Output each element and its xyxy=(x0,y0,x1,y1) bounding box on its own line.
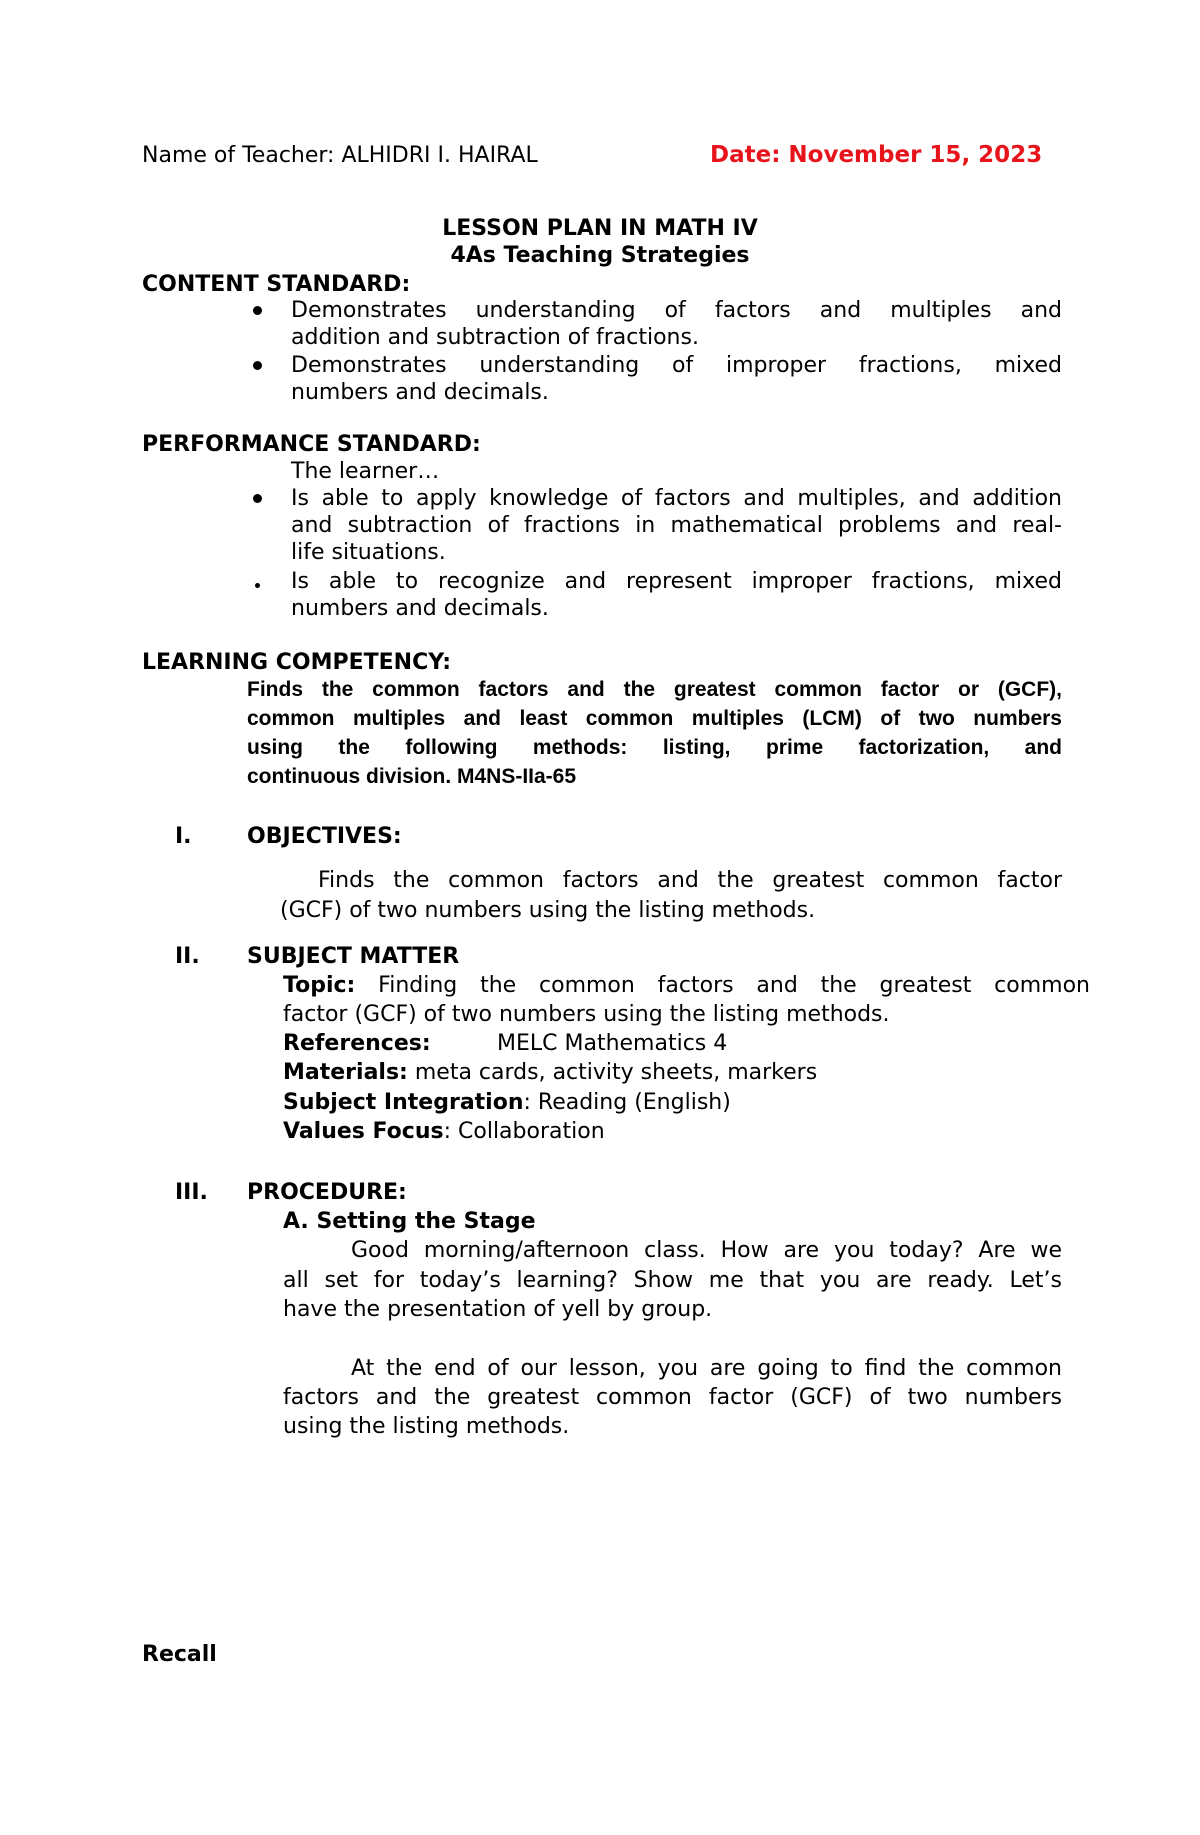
performance-item-1-line2: and subtraction of fractions in mathematical problems and real- xyxy=(291,513,1062,538)
bullet-icon xyxy=(253,306,262,315)
competency-line-4: continuous division. M4NS-IIa-65 xyxy=(247,765,577,788)
subject-matter-heading: SUBJECT MATTER xyxy=(247,944,460,969)
objectives-numeral: I. xyxy=(175,824,192,849)
objectives-line-1: Finds the common factors and the greatest common factor xyxy=(318,868,1062,893)
competency-line-1: Finds the common factors and the greatest common factor or (GCF), xyxy=(247,678,1062,701)
integration-row xyxy=(283,1090,731,1116)
competency-line-3: using the following methods: listing, prime factorization, and xyxy=(247,736,1062,759)
recall-heading: Recall xyxy=(142,1642,217,1667)
teacher-name: Name of Teacher: ALHIDRI I. HAIRAL xyxy=(142,143,538,168)
setting-stage-heading: A. Setting the Stage xyxy=(283,1209,536,1234)
learning-competency-heading: LEARNING COMPETENCY: xyxy=(142,650,452,675)
performance-item-1-line3: life situations. xyxy=(291,540,446,565)
materials-label: Materials: xyxy=(283,1060,408,1085)
materials-row xyxy=(283,1060,817,1086)
bullet-icon xyxy=(255,583,260,588)
competency-line-2: common multiples and least common multiples (LCM) of two numbers xyxy=(247,707,1062,730)
integration-label: Subject Integration xyxy=(283,1090,524,1115)
procedure-heading: PROCEDURE: xyxy=(247,1180,407,1205)
performance-standard-heading: PERFORMANCE STANDARD: xyxy=(142,432,481,457)
setting-stage-para1-line2: all set for today’s learning? Show me that you are ready. Let’s xyxy=(283,1268,1062,1293)
page-title: LESSON PLAN IN MATH IV xyxy=(442,216,758,241)
integration-value: : Reading (English) xyxy=(523,1090,731,1115)
references-value: MELC Mathematics 4 xyxy=(497,1031,728,1056)
topic-label: Topic: xyxy=(283,973,356,998)
materials-value: meta cards, activity sheets, markers xyxy=(414,1060,818,1085)
setting-stage-para2-line2: factors and the greatest common factor (GCF) of two numbers xyxy=(283,1385,1062,1410)
values-value: : Collaboration xyxy=(443,1119,605,1144)
topic-line-1 xyxy=(283,973,1090,999)
content-standard-item-2-line1: Demonstrates understanding of improper fractions, mixed xyxy=(291,353,1062,378)
procedure-numeral: III. xyxy=(175,1180,208,1205)
setting-stage-para2-line3: using the listing methods. xyxy=(283,1414,570,1439)
references-label: References: xyxy=(283,1031,431,1056)
performance-standard-intro: The learner… xyxy=(291,459,440,484)
objectives-heading: OBJECTIVES: xyxy=(247,824,402,849)
content-standard-item-1-line2: addition and subtraction of fractions. xyxy=(291,325,699,350)
subject-matter-numeral: II. xyxy=(175,944,200,969)
bullet-icon xyxy=(253,361,262,370)
topic-line-2: factor (GCF) of two numbers using the listing methods. xyxy=(283,1002,890,1027)
performance-item-2-line1: Is able to recognize and represent improper fractions, mixed xyxy=(291,569,1062,594)
content-standard-heading: CONTENT STANDARD: xyxy=(142,272,411,297)
bullet-icon xyxy=(253,494,262,503)
performance-item-1-line1: Is able to apply knowledge of factors and multiples, and addition xyxy=(291,486,1062,511)
objectives-line-2: (GCF) of two numbers using the listing methods. xyxy=(280,898,816,923)
setting-stage-para2-line1: At the end of our lesson, you are going to find the common xyxy=(351,1356,1062,1381)
performance-item-2-line2: numbers and decimals. xyxy=(291,596,549,621)
topic-text: Finding the common factors and the greatest common xyxy=(378,973,1090,998)
values-label: Values Focus xyxy=(283,1119,444,1144)
page-subtitle: 4As Teaching Strategies xyxy=(450,243,750,268)
lesson-date: Date: November 15, 2023 xyxy=(710,142,1043,168)
setting-stage-para1-line1: Good morning/afternoon class. How are you today? Are we xyxy=(351,1238,1062,1263)
values-row xyxy=(283,1119,605,1145)
content-standard-item-1-line1: Demonstrates understanding of factors and multiples and xyxy=(291,298,1062,323)
content-standard-item-2-line2: numbers and decimals. xyxy=(291,380,549,405)
setting-stage-para1-line3: have the presentation of yell by group. xyxy=(283,1297,713,1322)
